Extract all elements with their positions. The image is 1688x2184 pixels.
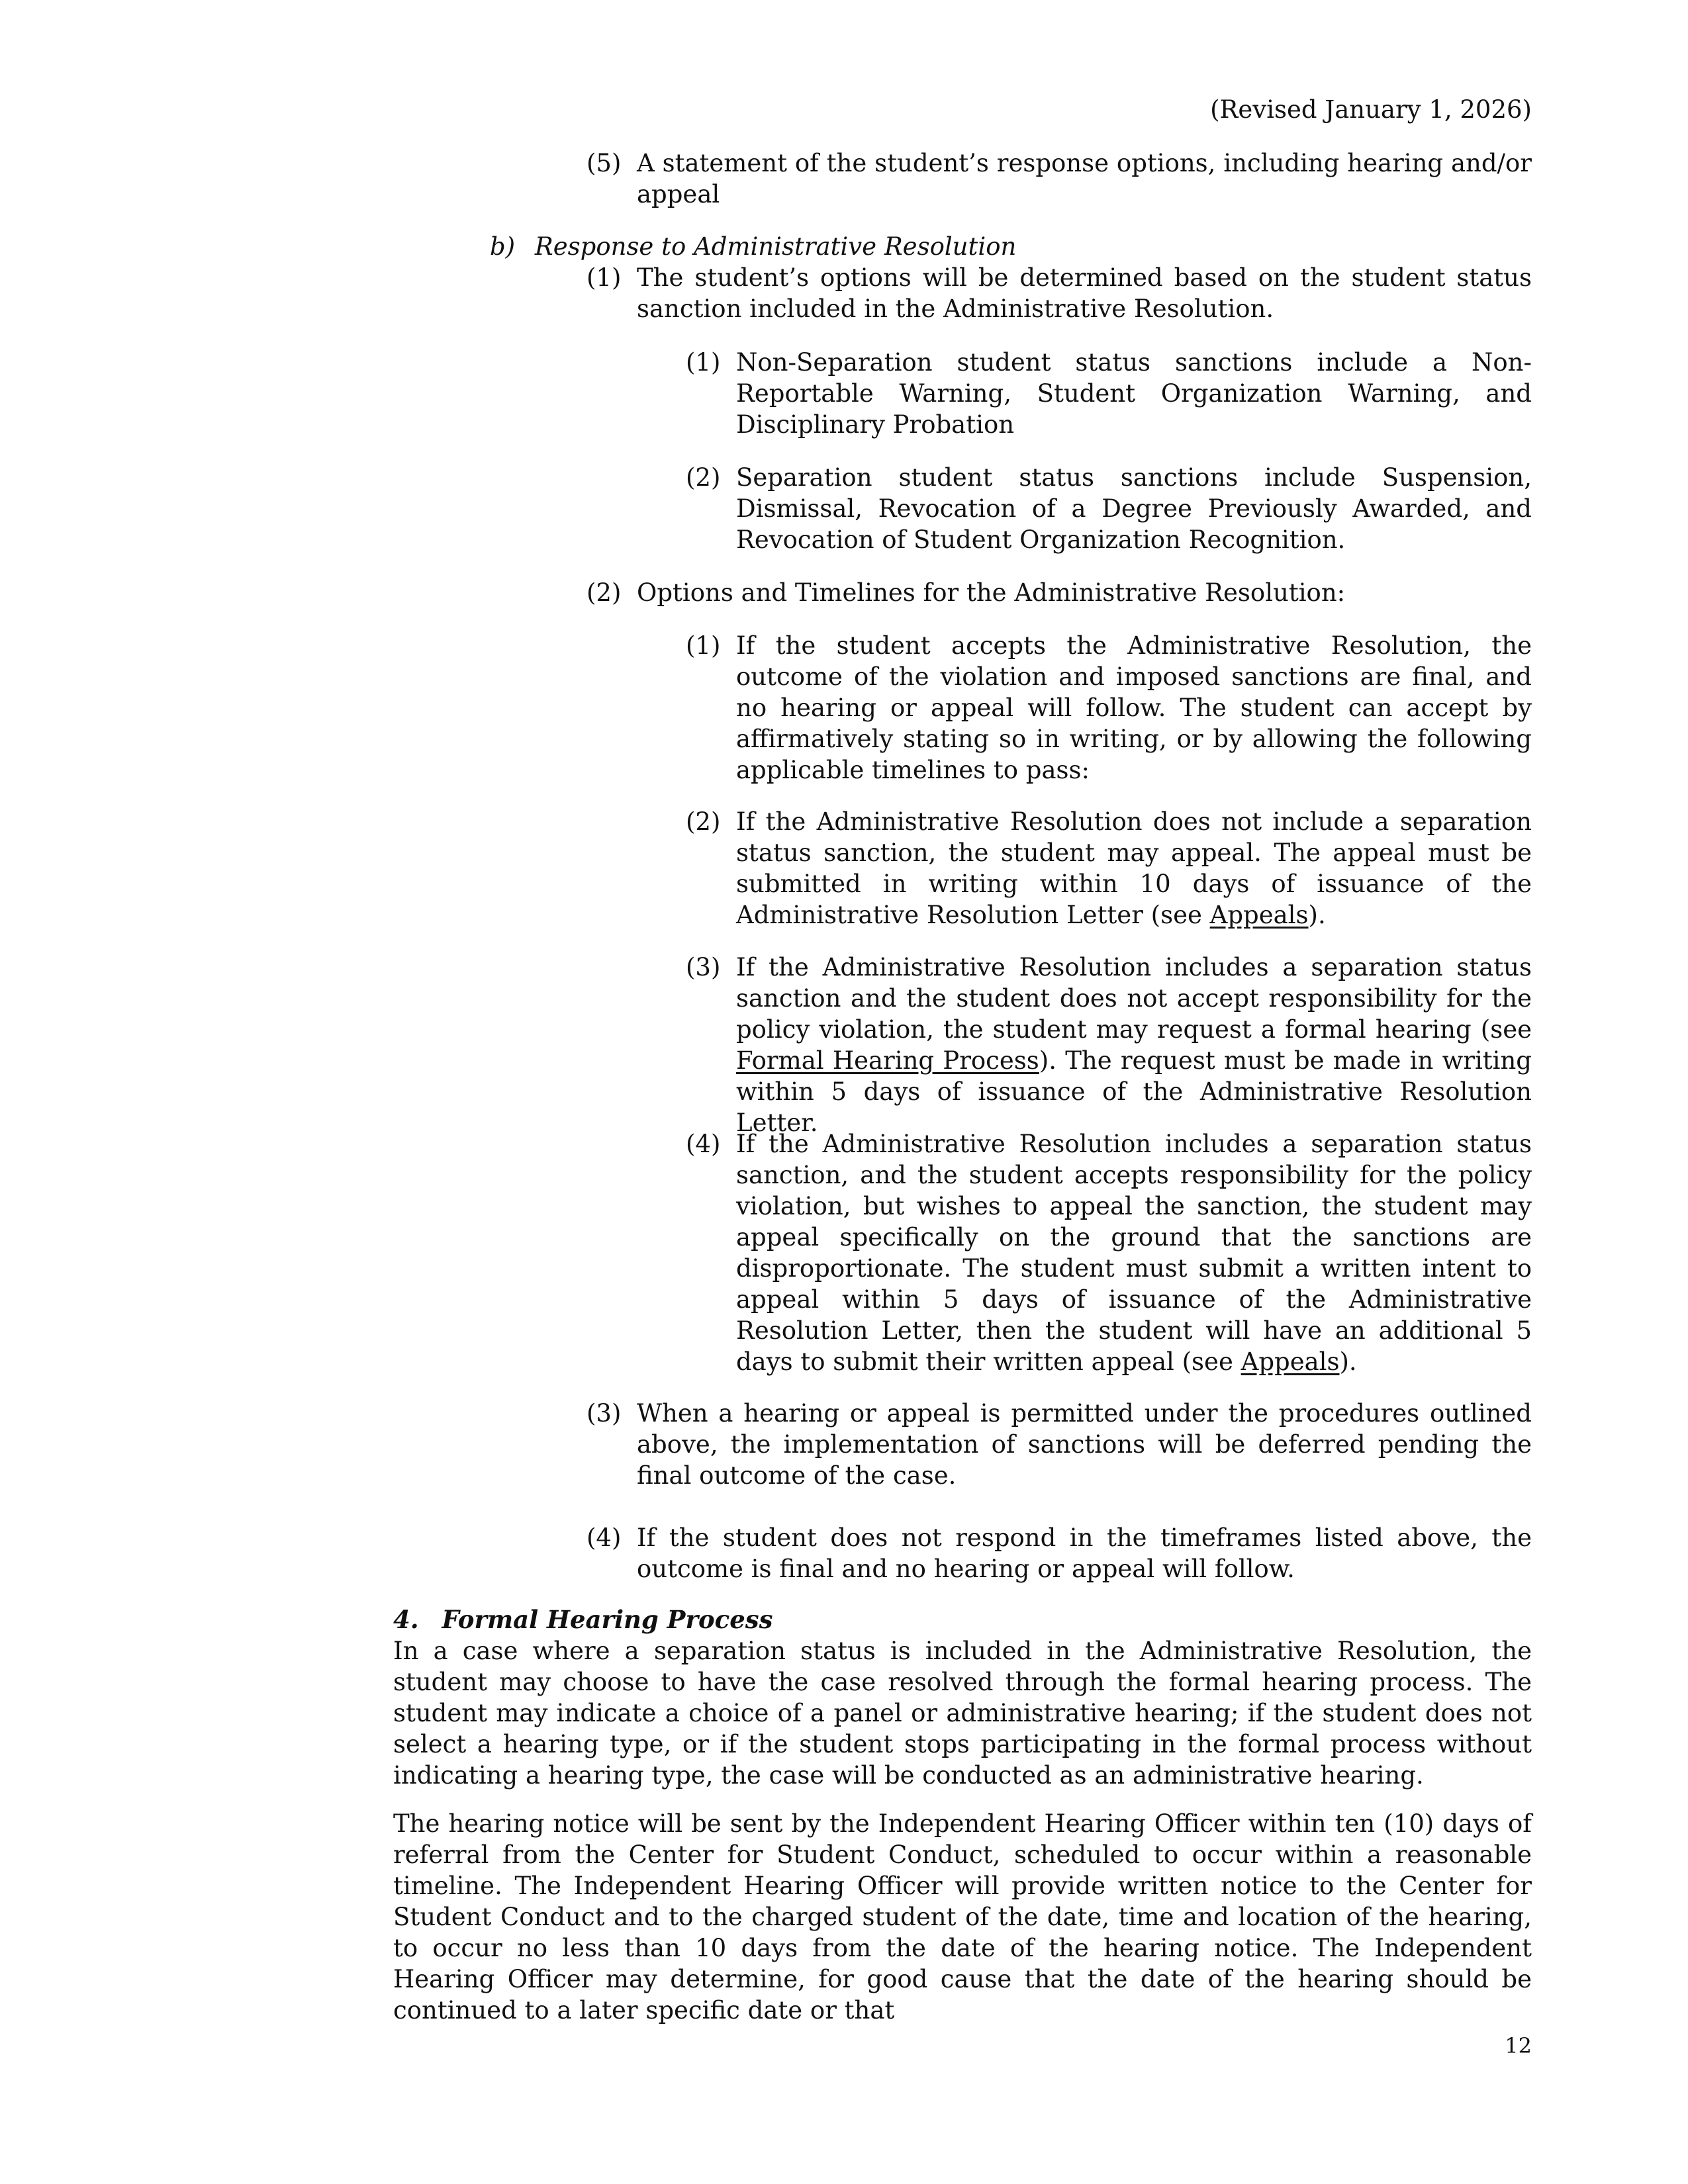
list-text-part: If the Administrative Resolution includes a separation status sanction, and the student accepts responsibility for the policy violation, but wishes to appeal the sanction, the student may appeal specifically on the ground that the sanctions are disproportionate. The student must submit a written intent to appeal within 5 days of issuance of the Administrative Resolution Letter, then the student will have an additional 5 days to submit their written appeal (see — [736, 1130, 1532, 1376]
list-text — [736, 1128, 1532, 1377]
appeals-link[interactable]: Appeals — [1209, 901, 1309, 929]
list-number: (5) — [586, 149, 622, 177]
list-text: The student’s options will be determined based on the student status sanction included in the Administrative Resolution. — [637, 263, 1532, 323]
formal-hearing-process-link[interactable]: Formal Hearing Process — [736, 1046, 1039, 1075]
list-item-b4 — [586, 1522, 1532, 1584]
list-number: (1) — [586, 263, 622, 292]
paragraph: In a case where a separation status is included in the Administrative Resolution, the student may choose to have the case resolved through the formal hearing process. The student may indicate a choice of a panel or administrative hearing; if the student does not select a hearing type, or if the student stops participating in the formal process without indicating a hearing type, the case will be conducted as an administrative hearing. — [393, 1637, 1532, 1790]
list-text: Options and Timelines for the Administrative Resolution: — [637, 578, 1346, 607]
list-text-part: ). The request must be made in writing within 5 days of issuance of the Administrative Resolution Letter. — [736, 1046, 1532, 1137]
list-text-part: ). — [1339, 1347, 1357, 1376]
list-item-b2 — [586, 577, 1532, 608]
paragraph: The hearing notice will be sent by the Independent Hearing Officer within ten (10) days of referral from the Center for Student Conduct, scheduled to occur within a reasonable timeline. The Independent Hearing Officer will provide written notice to the Center for Student Conduct and to the charged student of the date, time and location of the hearing, to occur no less than 10 days from the date of the hearing notice. The Independent Hearing Officer may determine, for good cause that the date of the hearing should be continued to a later specific date or that — [393, 1809, 1532, 2025]
section-title: Formal Hearing Process — [442, 1605, 773, 1634]
list-item-b1-1 — [686, 347, 1532, 440]
list-item-b1 — [586, 262, 1532, 324]
list-number: (4) — [586, 1524, 622, 1552]
list-text: If the student does not respond in the timeframes listed above, the outcome is final and no hearing or appeal will follow. — [637, 1524, 1532, 1583]
list-number: (2) — [686, 463, 721, 492]
page-number: 12 — [1505, 2033, 1532, 2058]
list-item-b1-2 — [686, 462, 1532, 555]
list-text — [736, 806, 1532, 931]
list-text-part: If the Administrative Resolution includes a separation status sanction and the student does not accept responsibility for the policy violation, the student may request a formal hearing (see — [736, 953, 1532, 1044]
list-item-b2-4 — [686, 1128, 1532, 1377]
list-text: Non-Separation student status sanctions include a Non-Reportable Warning, Student Organization Warning, and Disciplinary Probation — [736, 348, 1532, 439]
list-text-part: If the Administrative Resolution does not include a separation status sanction, the student may appeal. The appeal must be submitted in writing within 10 days of issuance of the Administrative Resolution Letter (see — [736, 807, 1532, 929]
list-text-part: ). — [1308, 901, 1326, 929]
list-item-b2-2 — [686, 806, 1532, 931]
list-item-5 — [586, 148, 1532, 210]
list-item-b3 — [586, 1398, 1532, 1491]
revision-date: (Revised January 1, 2026) — [1210, 95, 1532, 124]
list-number: (2) — [586, 578, 622, 607]
section-b-title: Response to Administrative Resolution — [534, 232, 1017, 261]
section-4-heading — [393, 1604, 1386, 1635]
list-number: (1) — [686, 631, 721, 660]
list-text — [736, 952, 1532, 1138]
list-number: (1) — [686, 348, 721, 377]
appeals-link[interactable]: Appeals — [1241, 1347, 1340, 1376]
list-number: (3) — [586, 1399, 622, 1428]
list-text: Separation student status sanctions include Suspension, Dismissal, Revocation of a Degree Previously Awarded, and Revocation of Student Organization Recognition. — [736, 463, 1532, 554]
section-b-letter: b) — [490, 232, 516, 261]
section-number: 4. — [393, 1605, 419, 1634]
list-text: If the student accepts the Administrative Resolution, the outcome of the violation and imposed sanctions are final, and no hearing or appeal will follow. The student can accept by affirmatively stating so in writing, or by allowing the following applicable timelines to pass: — [736, 631, 1532, 784]
list-number: (2) — [686, 807, 721, 836]
list-text: When a hearing or appeal is permitted under the procedures outlined above, the implementation of sanctions will be deferred pending the final outcome of the case. — [637, 1399, 1532, 1490]
section-b-heading — [490, 231, 1350, 262]
list-item-b2-3 — [686, 952, 1532, 1138]
list-number: (4) — [686, 1130, 721, 1158]
list-item-b2-1 — [686, 630, 1532, 786]
list-text: A statement of the student’s response options, including hearing and/or appeal — [637, 149, 1532, 208]
list-number: (3) — [686, 953, 721, 981]
